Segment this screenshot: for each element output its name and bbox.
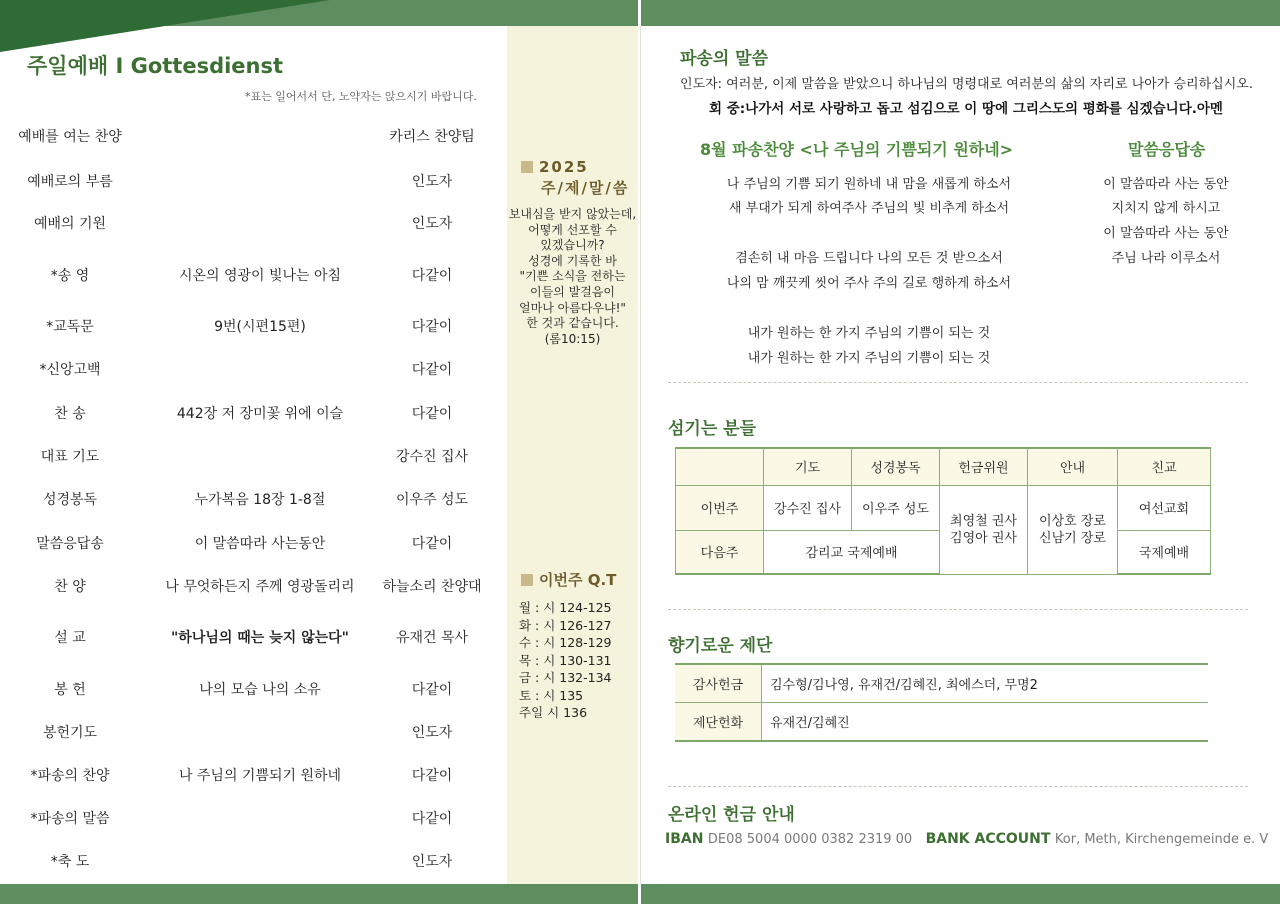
verse-heading: 주/제/말/씀 bbox=[541, 179, 630, 197]
verse-line: 한 것과 같습니다. bbox=[526, 316, 619, 331]
table-header: 헌금위원 bbox=[940, 448, 1028, 485]
sending-song-title: 8월 파송찬양 <나 주님의 기쁨되기 원하네> bbox=[700, 140, 1014, 159]
order-item-name: 찬 송 bbox=[54, 406, 86, 422]
order-item-name: 대표 기도 bbox=[40, 449, 100, 465]
table-cell: 감리교 국제예배 bbox=[764, 530, 940, 574]
qt-line: 목 : 시 130-131 bbox=[519, 652, 612, 668]
sending-leader-line: 인도자: 여러분, 이제 말씀을 받았으니 하나님의 명령대로 여러분의 삶의 자리로 나아가 승리하십시오. bbox=[680, 77, 1253, 92]
table-row bbox=[676, 485, 1211, 530]
order-item-detail: 시온의 영광이 빛나는 아침 bbox=[178, 268, 342, 284]
order-item-name: 예배를 여는 찬양 bbox=[18, 129, 122, 145]
order-item-leader: 다같이 bbox=[411, 362, 453, 378]
order-item-name: *파송의 말씀 bbox=[30, 811, 110, 827]
account-value: Kor, Meth, Kirchengemeinde e. V bbox=[1054, 832, 1269, 847]
verse-line: "기쁜 소식을 전하는 bbox=[519, 269, 626, 284]
verse-line: 얼마나 아름다우냐!" bbox=[519, 300, 626, 315]
scripture-column bbox=[507, 26, 638, 884]
qt-line: 금 : 시 132-134 bbox=[519, 670, 612, 685]
order-item-leader: 카리스 찬양팀 bbox=[389, 129, 475, 145]
response-lyric-line: 이 말씀따라 사는 동안 bbox=[1103, 226, 1229, 241]
order-item-name: 말씀응답송 bbox=[36, 536, 104, 552]
order-item-detail: 누가복음 18장 1-8절 bbox=[194, 492, 326, 508]
square-bullet-icon bbox=[521, 161, 533, 173]
page-fold bbox=[640, 26, 641, 884]
offering-title: 향기로운 제단 bbox=[668, 636, 773, 656]
divider bbox=[668, 786, 1248, 787]
order-item-name: 봉헌기도 bbox=[42, 725, 98, 741]
verse-heading-year: 2025 bbox=[521, 158, 589, 176]
theme-verse bbox=[507, 207, 638, 347]
response-lyric-line: 이 말씀따라 사는 동안 bbox=[1103, 177, 1229, 192]
table-header: 성경봉독 bbox=[852, 448, 940, 485]
verse-line: (롬10:15) bbox=[544, 331, 601, 346]
response-song-title: 말씀응답송 bbox=[1128, 140, 1206, 159]
verse-line: 이들의 발걸음이 bbox=[530, 284, 615, 299]
standing-note: *표는 일어서서 단, 노약자는 앉으시기 바랍니다. bbox=[245, 90, 477, 103]
servers-table bbox=[675, 447, 1211, 575]
square-bullet-icon bbox=[521, 574, 533, 586]
table-row bbox=[675, 702, 1208, 741]
worship-title: 주일예배 I Gottesdienst bbox=[27, 54, 284, 78]
qt-line: 토 : 시 135 bbox=[519, 687, 584, 703]
lyric-line: 겸손히 내 마음 드립니다 나의 모든 것 받으소서 bbox=[735, 251, 1003, 266]
verse-line: 성경에 기록한 바 bbox=[528, 253, 617, 268]
order-item-name: *파송의 찬양 bbox=[30, 768, 110, 784]
row-label-next-week: 다음주 bbox=[676, 530, 764, 574]
table-cell: 최영철 권사 김영아 권사 bbox=[940, 485, 1028, 574]
table-cell: 이상호 장로 신남기 장로 bbox=[1028, 485, 1118, 574]
order-item-leader: 인도자 bbox=[411, 174, 453, 190]
lyric-line: 나 주님의 기쁨 되기 원하네 내 맘을 새롭게 하소서 bbox=[726, 177, 1012, 192]
order-item-leader: 다같이 bbox=[411, 268, 453, 284]
order-item-leader: 유재건 목사 bbox=[395, 630, 469, 646]
response-lyric-line: 주님 나라 이루소서 bbox=[1111, 251, 1221, 266]
order-item-leader: 인도자 bbox=[411, 725, 453, 741]
table-cell: 강수진 집사 bbox=[764, 485, 852, 530]
order-item-leader: 다같이 bbox=[411, 319, 453, 335]
order-item-detail: 나 주님의 기쁨되기 원하네 bbox=[178, 768, 342, 784]
order-item-name: 성경봉독 bbox=[42, 492, 98, 508]
flower-label: 제단헌화 bbox=[675, 702, 762, 741]
qt-line: 월 : 시 124-125 bbox=[519, 600, 612, 615]
top-left-accent bbox=[0, 0, 330, 52]
order-item-name: *축 도 bbox=[50, 854, 90, 870]
thanks-names: 김수형/김나영, 유재건/김혜진, 최에스더, 무명2 bbox=[762, 664, 1209, 702]
account-label: BANK ACCOUNT bbox=[925, 831, 1051, 847]
order-item-leader: 강수진 집사 bbox=[395, 449, 469, 465]
order-item-leader: 다같이 bbox=[411, 536, 453, 552]
order-item-detail: 이 말씀따라 사는동안 bbox=[194, 536, 326, 552]
qt-line: 화 : 시 126-127 bbox=[519, 617, 612, 633]
order-item-leader: 다같이 bbox=[411, 811, 453, 827]
verse-line: 어떻게 선포할 수 bbox=[528, 222, 617, 237]
order-item-leader: 다같이 bbox=[411, 682, 453, 698]
sending-congregation-line: 회 중:나가서 서로 사랑하고 돕고 섬김으로 이 땅에 그리스도의 평화를 심겠습니다.아멘 bbox=[709, 101, 1223, 117]
iban-value: DE08 5004 0000 0382 2319 00 bbox=[707, 832, 913, 847]
order-item-name: 예배의 기원 bbox=[33, 216, 107, 232]
table-header: 기도 bbox=[764, 448, 852, 485]
lyric-line: 내가 원하는 한 가지 주님의 기쁨이 되는 것 bbox=[747, 351, 991, 366]
order-item-name: 예배로의 부름 bbox=[27, 174, 113, 190]
top-page-split bbox=[638, 0, 641, 26]
order-item-name: *송 영 bbox=[50, 268, 90, 284]
qt-list bbox=[519, 599, 612, 722]
offering-table bbox=[675, 663, 1208, 742]
order-item-leader: 다같이 bbox=[411, 768, 453, 784]
lyric-line: 내가 원하는 한 가지 주님의 기쁨이 되는 것 bbox=[747, 326, 991, 341]
order-item-name: 찬 양 bbox=[54, 579, 86, 595]
table-row bbox=[676, 448, 1211, 485]
sending-title: 파송의 말씀 bbox=[680, 49, 769, 69]
table-header: 안내 bbox=[1028, 448, 1118, 485]
order-item-leader: 이우주 성도 bbox=[395, 492, 469, 508]
bank-info bbox=[665, 831, 1268, 847]
iban-label: IBAN bbox=[665, 831, 704, 847]
table-cell bbox=[676, 448, 764, 485]
order-item-leader: 인도자 bbox=[411, 216, 453, 232]
qt-line: 수 : 시 128-129 bbox=[519, 635, 612, 650]
order-item-name: 봉 헌 bbox=[54, 682, 86, 698]
table-cell: 여선교회 bbox=[1118, 485, 1211, 530]
table-cell: 국제예배 bbox=[1118, 530, 1211, 574]
order-item-detail: 나의 모습 나의 소유 bbox=[199, 682, 321, 698]
online-giving-title: 온라인 헌금 안내 bbox=[668, 805, 795, 825]
bottom-page-split bbox=[638, 884, 641, 904]
flower-names: 유재건/김혜진 bbox=[762, 702, 1209, 741]
order-item-leader: 다같이 bbox=[411, 406, 453, 422]
order-item-detail: 9번(시편15편) bbox=[214, 319, 306, 335]
divider bbox=[668, 609, 1248, 610]
order-item-name: 설 교 bbox=[54, 630, 86, 646]
order-item-detail: 442장 저 장미꽃 위에 이슬 bbox=[176, 406, 344, 422]
table-header: 친교 bbox=[1118, 448, 1211, 485]
verse-line: 있겠습니까? bbox=[540, 238, 605, 253]
order-item-name: *신앙고백 bbox=[39, 362, 101, 378]
order-item-leader: 하늘소리 찬양대 bbox=[382, 579, 482, 595]
table-cell: 이우주 성도 bbox=[852, 485, 940, 530]
order-item-name: *교독문 bbox=[46, 319, 94, 335]
lyric-line: 새 부대가 되게 하여주사 주님의 빛 비추게 하소서 bbox=[728, 201, 1010, 216]
verse-line: 보내심을 받지 않았는데, bbox=[508, 207, 637, 221]
divider bbox=[668, 382, 1248, 383]
order-item-leader: 인도자 bbox=[411, 854, 453, 870]
row-label-this-week: 이번주 bbox=[676, 485, 764, 530]
order-item-detail: "하나님의 때는 늦지 않는다" bbox=[171, 630, 349, 646]
response-lyric-line: 지치지 않게 하시고 bbox=[1111, 201, 1221, 216]
table-row bbox=[675, 664, 1208, 702]
order-item-detail: 나 무엇하든지 주께 영광돌리리 bbox=[165, 579, 355, 595]
thanks-label: 감사헌금 bbox=[675, 664, 762, 702]
servers-title: 섬기는 분들 bbox=[668, 419, 757, 439]
qt-line: 주일 시 136 bbox=[519, 705, 588, 720]
qt-heading: 이번주 Q.T bbox=[521, 569, 616, 590]
lyric-line: 나의 맘 깨끗케 씻어 주사 주의 길로 행하게 하소서 bbox=[726, 276, 1012, 291]
